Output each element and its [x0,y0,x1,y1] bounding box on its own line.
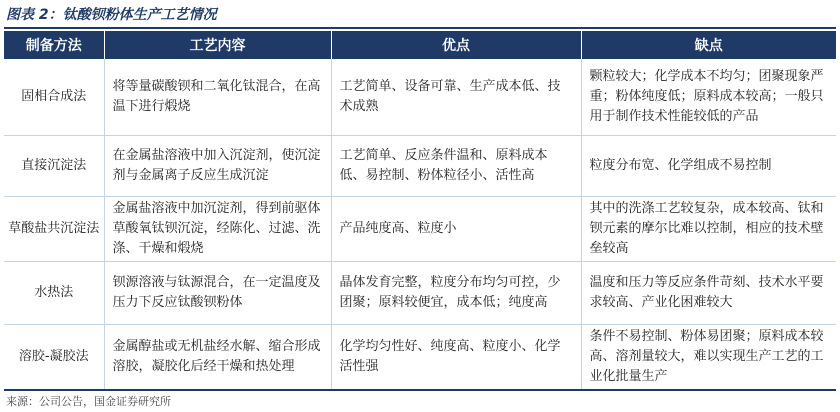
table-row [4,136,836,197]
pros-cell: 产品纯度高、粒度小 [331,197,581,262]
column-header-process: 工艺内容 [104,31,331,59]
table-header-row [4,31,836,59]
cons-cell: 条件不易控制、粉体易团聚；原料成本较高、溶剂量较大，难以实现生产工艺的工业化批量生产 [581,325,836,391]
column-header-cons: 缺点 [581,31,836,59]
title-rule [4,27,836,29]
process-cell: 金属盐溶液中加沉淀剂，得到前驱体草酸氧钛钡沉淀，经陈化、过滤、洗涤、干燥和煅烧 [104,197,331,262]
pros-cell: 晶体发育完整，粒度分布均匀可控，少团聚；原料较便宜，成本低；纯度高 [331,262,581,325]
method-cell: 水热法 [4,262,104,325]
pros-cell: 化学均匀性好、纯度高、粒度小、化学活性强 [331,325,581,391]
cons-cell: 颗粒较大；化学成本不均匀；团聚现象严重；粉体纯度低；原料成本较高；一般只用于制作技术性能较低的产品 [581,59,836,136]
method-cell: 溶胶-凝胶法 [4,325,104,391]
table-row [4,197,836,262]
cons-cell: 温度和压力等反应条件苛刻、技术水平要求较高、产业化困难较大 [581,262,836,325]
method-cell: 固相合成法 [4,59,104,136]
pros-cell: 工艺简单、反应条件温和、原料成本低、易控制、粉体粒径小、活性高 [331,136,581,197]
process-cell: 在金属盐溶液中加入沉淀剂，使沉淀剂与金属离子反应生成沉淀 [104,136,331,197]
column-header-pros: 优点 [331,31,581,59]
source-note: 来源：公司公告，国金证券研究所 [6,395,171,408]
process-cell: 金属醇盐或无机盐经水解、缩合形成溶胶，凝胶化后经干燥和热处理 [104,325,331,391]
cons-cell: 其中的洗涤工艺较复杂，成本较高、钛和钡元素的摩尔比难以控制，相应的技术壁垒较高 [581,197,836,262]
process-cell: 将等量碳酸钡和二氧化钛混合，在高温下进行煅烧 [104,59,331,136]
column-header-method: 制备方法 [4,31,104,59]
table-row [4,325,836,391]
cons-cell: 粒度分布宽、化学组成不易控制 [581,136,836,197]
process-table [4,31,836,391]
method-cell: 草酸盐共沉淀法 [4,197,104,262]
process-cell: 钡源溶液与钛源混合，在一定温度及压力下反应钛酸钡粉体 [104,262,331,325]
table-row [4,59,836,136]
figure-title: 图表 2：钛酸钡粉体生产工艺情况 [6,7,217,23]
pros-cell: 工艺简单、设备可靠、生产成本低、技术成熟 [331,59,581,136]
method-cell: 直接沉淀法 [4,136,104,197]
table-row [4,262,836,325]
